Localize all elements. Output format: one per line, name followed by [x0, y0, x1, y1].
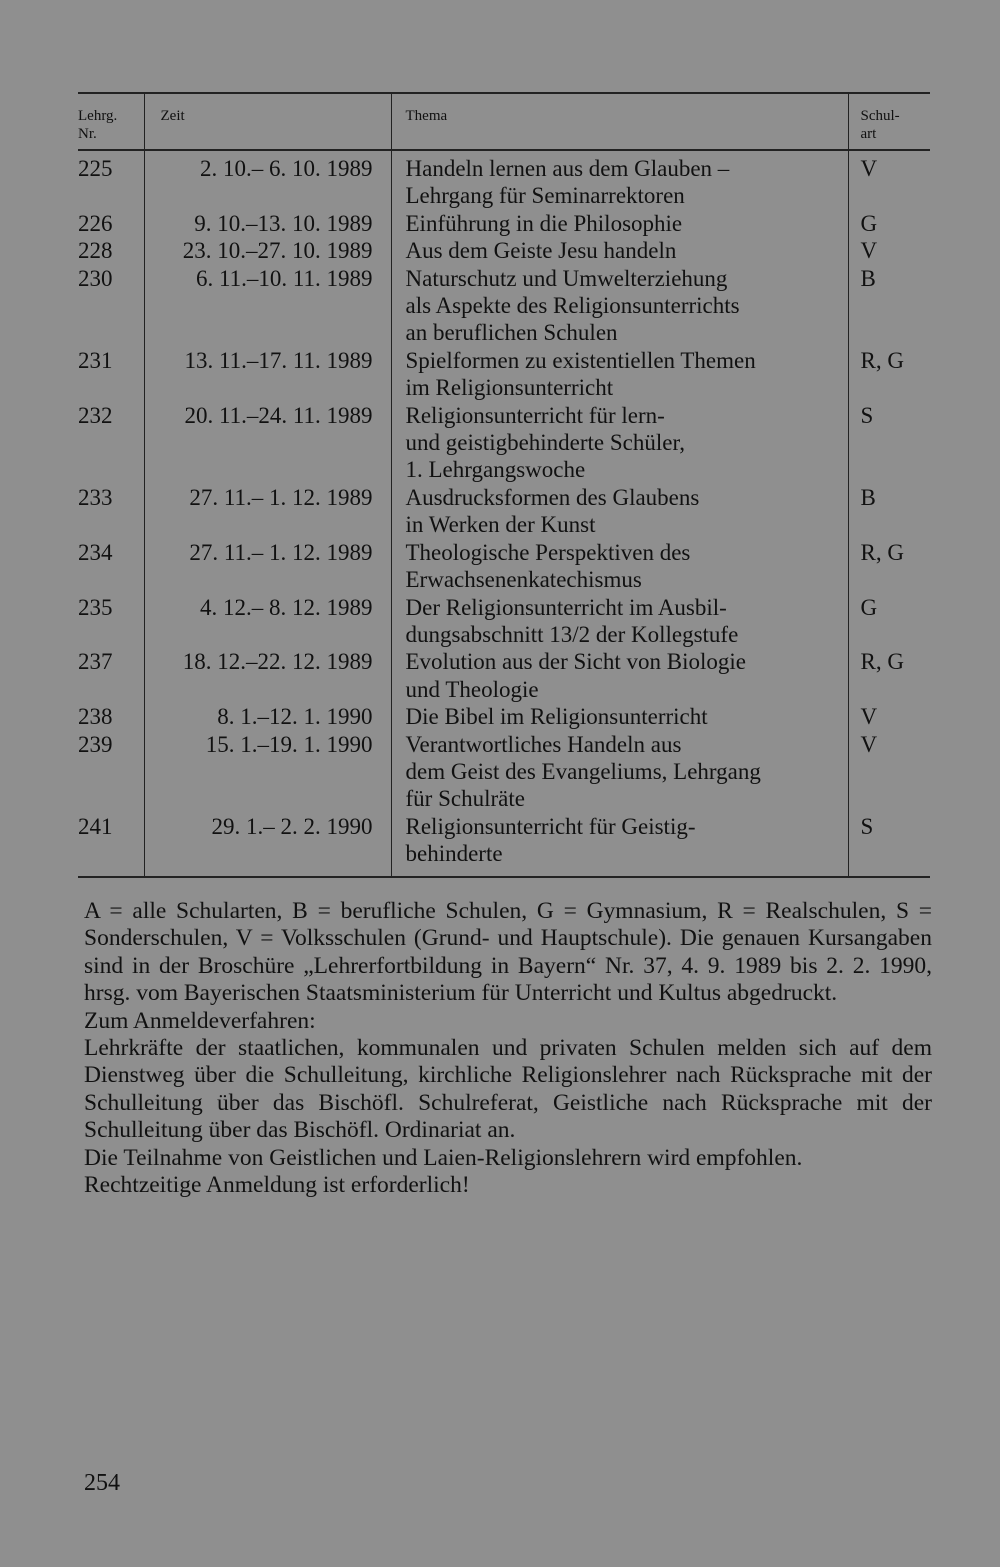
course-dates: 27. 11.– 1. 12. 1989 — [144, 539, 391, 594]
course-number: 226 — [78, 210, 113, 236]
course-topic-line: Verantwortliches Handeln aus — [405, 731, 682, 757]
table-row — [78, 648, 930, 703]
registration-paragraph: Lehrkräfte der staatlichen, kommunalen und privaten Schulen melden sich auf dem Dienstweg über die Schulleitung, kirchliche Religionslehrer nach Rücksprache mit der Schulleitung über das Bischöfl. Schulreferat, Geistliche nach Rücksprache mit der Schulleitung über das Bischöfl. Ordinariat an. — [84, 1035, 932, 1144]
course-topic-line: im Religionsunterricht — [405, 375, 614, 401]
course-topic — [391, 539, 848, 594]
course-dates: 20. 11.–24. 11. 1989 — [144, 402, 391, 484]
course-topic — [391, 703, 848, 730]
course-number: 228 — [78, 238, 113, 264]
table-row — [78, 731, 930, 813]
school-type: R, G — [848, 539, 930, 594]
table-body — [78, 150, 930, 877]
table-row — [78, 484, 930, 539]
course-dates: 18. 12.–22. 12. 1989 — [144, 648, 391, 703]
course-number: 241 — [78, 813, 113, 839]
deadline-paragraph: Rechtzeitige Anmeldung ist erforderlich! — [84, 1172, 470, 1199]
header-thema: Thema — [391, 93, 848, 150]
school-type: S — [848, 402, 930, 484]
course-number: 225 — [78, 156, 113, 181]
table-row — [78, 347, 930, 402]
course-dates: 15. 1.–19. 1. 1990 — [144, 731, 391, 813]
course-topic-line: dem Geist des Evangeliums, Lehrgang — [405, 758, 761, 784]
page-number: 254 — [84, 1470, 120, 1496]
course-number: 230 — [78, 265, 113, 291]
header-nr-line1: Lehrg. — [78, 108, 118, 124]
course-table — [78, 92, 930, 878]
school-type: V — [848, 237, 930, 264]
legend-paragraph: A = alle Schularten, B = berufliche Schulen, G = Gymnasium, R = Realschulen, S = Sonderschulen, V = Volksschulen (Grund- und Hauptschule). Die genauen Kursangaben sind in der Broschüre „Lehrerfortbildung in Bayern“ Nr. 37, 4. 9. 1989 bis 2. 2. 1990, hrsg. vom Bayerischen Staatsministerium für Unterricht und Kultus abgedruckt. — [84, 898, 932, 1007]
course-number: 233 — [78, 484, 113, 510]
header-nr-line2: Nr. — [78, 126, 97, 142]
table-row — [78, 237, 930, 264]
course-topic-line: für Schulräte — [405, 786, 525, 812]
recommendation-paragraph: Die Teilnahme von Geistlichen und Laien-Religionslehrern wird empfohlen. — [84, 1144, 803, 1171]
registration-heading: Zum Anmeldeverfahren: — [84, 1007, 316, 1034]
course-topic — [391, 347, 848, 402]
school-type: B — [848, 484, 930, 539]
course-topic — [391, 731, 848, 813]
course-topic — [391, 594, 848, 649]
table-row — [78, 813, 930, 877]
course-topic-line: in Werken der Kunst — [405, 512, 596, 538]
course-dates: 29. 1.– 2. 2. 1990 — [144, 813, 391, 877]
table-row — [78, 210, 930, 237]
course-dates: 6. 11.–10. 11. 1989 — [144, 265, 391, 347]
course-topic-line: Religionsunterricht für lern- — [405, 402, 665, 428]
table-row — [78, 265, 930, 347]
course-topic — [391, 210, 848, 237]
course-topic-line: 1. Lehrgangswoche — [405, 457, 586, 483]
school-type: R, G — [848, 347, 930, 402]
course-topic-line: und geistigbehinderte Schüler, — [405, 430, 685, 456]
notes-section — [84, 898, 932, 1199]
header-art-line2: art — [860, 126, 877, 142]
school-type: G — [848, 210, 930, 237]
header-zeit: Zeit — [144, 93, 391, 150]
course-topic — [391, 484, 848, 539]
table-row — [78, 150, 930, 210]
school-type: B — [848, 265, 930, 347]
course-topic-line: Der Religionsunterricht im Ausbil- — [405, 594, 727, 620]
table-row — [78, 594, 930, 649]
school-type: S — [848, 813, 930, 877]
school-type: V — [848, 731, 930, 813]
table-row — [78, 402, 930, 484]
table-row — [78, 539, 930, 594]
course-dates: 23. 10.–27. 10. 1989 — [144, 237, 391, 264]
course-number: 239 — [78, 731, 113, 757]
table-row — [78, 703, 930, 730]
course-topic-line: Spielformen zu existentiellen Themen — [405, 347, 756, 373]
course-topic-line: Handeln lernen aus dem Glauben – — [405, 156, 730, 181]
course-topic — [391, 813, 848, 877]
course-number: 231 — [78, 347, 113, 373]
course-dates: 2. 10.– 6. 10. 1989 — [144, 150, 391, 210]
course-topic-line: Religionsunterricht für Geistig- — [405, 813, 696, 839]
course-topic-line: als Aspekte des Religionsunterrichts — [405, 293, 740, 319]
course-table-block — [78, 92, 930, 878]
school-type: R, G — [848, 648, 930, 703]
course-topic — [391, 402, 848, 484]
course-topic-line: Aus dem Geiste Jesu handeln — [405, 238, 677, 264]
course-number: 234 — [78, 539, 113, 565]
course-topic — [391, 237, 848, 264]
course-topic — [391, 265, 848, 347]
header-art-line1: Schul- — [860, 108, 900, 124]
course-topic-line: Evolution aus der Sicht von Biologie — [405, 649, 746, 675]
course-topic-line: Naturschutz und Umwelterziehung — [405, 265, 728, 291]
course-dates: 13. 11.–17. 11. 1989 — [144, 347, 391, 402]
course-topic-line: behinderte — [405, 841, 503, 867]
header-nr — [78, 93, 144, 150]
table-header-row — [78, 93, 930, 150]
course-topic-line: und Theologie — [405, 676, 539, 702]
course-topic-line: Einführung in die Philosophie — [405, 210, 683, 236]
school-type: G — [848, 594, 930, 649]
header-art — [848, 93, 930, 150]
course-dates: 9. 10.–13. 10. 1989 — [144, 210, 391, 237]
course-number: 235 — [78, 594, 113, 620]
course-number: 238 — [78, 704, 113, 730]
course-topic-line: Lehrgang für Seminarrektoren — [405, 183, 685, 209]
course-dates: 27. 11.– 1. 12. 1989 — [144, 484, 391, 539]
course-topic — [391, 648, 848, 703]
course-number: 232 — [78, 402, 113, 428]
course-topic-line: Die Bibel im Religionsunterricht — [405, 704, 708, 730]
school-type: V — [848, 703, 930, 730]
course-topic — [391, 150, 848, 210]
course-topic-line: Ausdrucksformen des Glaubens — [405, 484, 700, 510]
school-type: V — [848, 150, 930, 210]
course-topic-line: an beruflichen Schulen — [405, 320, 618, 346]
course-topic-line: Erwachsenenkatechismus — [405, 567, 642, 593]
course-dates: 8. 1.–12. 1. 1990 — [144, 703, 391, 730]
course-topic-line: Theologische Perspektiven des — [405, 539, 691, 565]
course-number: 237 — [78, 649, 113, 675]
course-topic-line: dungsabschnitt 13/2 der Kollegstufe — [405, 621, 739, 647]
course-dates: 4. 12.– 8. 12. 1989 — [144, 594, 391, 649]
